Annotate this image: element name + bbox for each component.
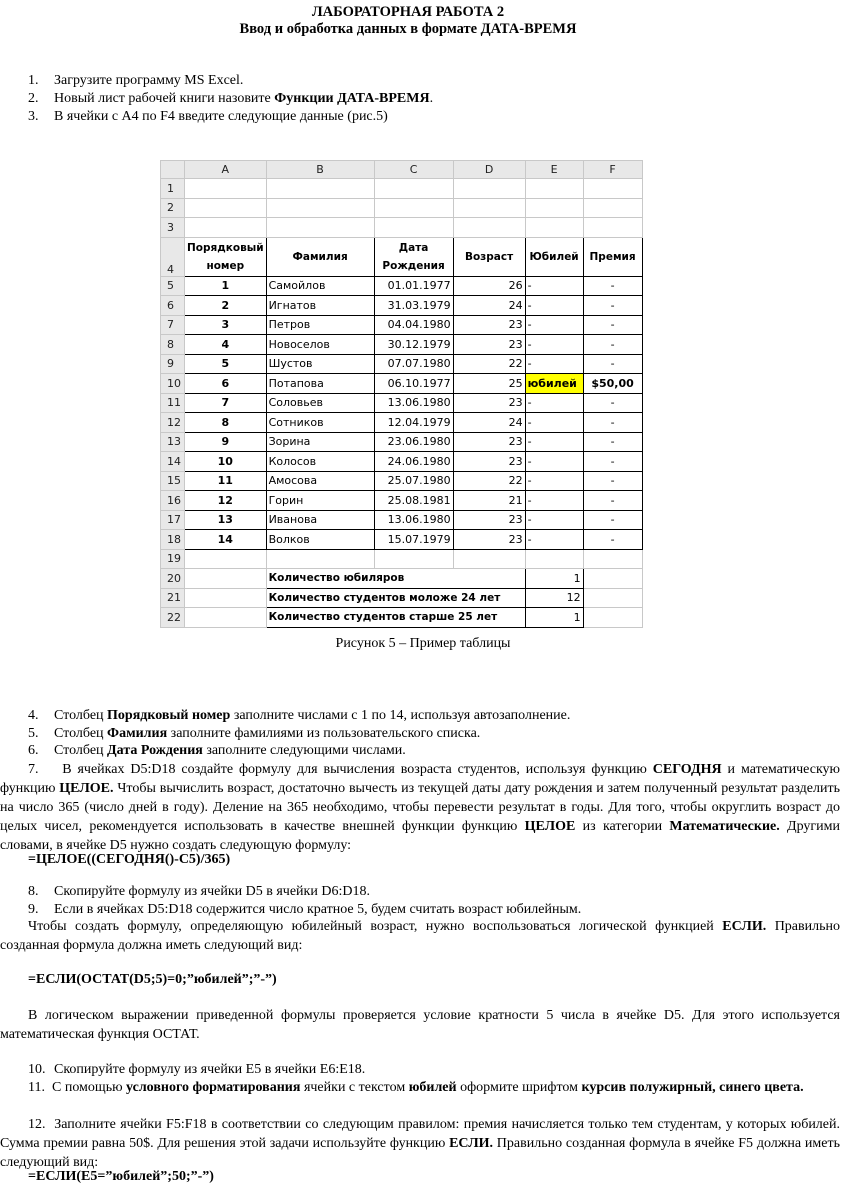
empty-cell — [185, 569, 267, 589]
cell-birthdate: 07.07.1980 — [374, 354, 453, 374]
step-text: С помощью — [51, 1080, 127, 1095]
row-header: 17 — [161, 510, 185, 530]
cell-birthdate: 30.12.1979 — [374, 335, 453, 355]
cell-age: 24 — [453, 296, 525, 316]
cell-surname: Шустов — [266, 354, 374, 374]
header-cell-surname: Фамилия — [266, 237, 374, 276]
header-cell-birthdate — [374, 237, 453, 276]
row-header: 1 — [161, 179, 185, 199]
cell-jubilee: - — [525, 491, 583, 511]
step-6 — [28, 742, 406, 759]
step-9 — [28, 901, 581, 918]
cell-birthdate: 13.06.1980 — [374, 510, 453, 530]
empty-cell — [583, 218, 642, 238]
cell-birthdate: 01.01.1977 — [374, 276, 453, 296]
row-header: 2 — [161, 198, 185, 218]
row-header: 5 — [161, 276, 185, 296]
step-bold: Фамилия — [107, 726, 168, 741]
formula-3: =ЕСЛИ(E5=”юбилей”;50;”-”) — [28, 1169, 214, 1184]
cell-jubilee: юбилей — [525, 374, 583, 394]
step-bold: юбилей — [408, 1080, 457, 1095]
cell-bonus: - — [583, 530, 642, 550]
formula-1: =ЦЕЛОЕ((СЕГОДНЯ()-C5)/365) — [28, 852, 231, 867]
step-text: Столбец — [54, 743, 108, 758]
cell-age: 23 — [453, 393, 525, 413]
row-header: 7 — [161, 315, 185, 335]
empty-cell — [583, 588, 642, 608]
cell-surname: Потапова — [266, 374, 374, 394]
cell-jubilee: - — [525, 315, 583, 335]
empty-cell — [185, 588, 267, 608]
cell-birthdate: 23.06.1980 — [374, 432, 453, 452]
step-3 — [28, 108, 388, 125]
row-header: 16 — [161, 491, 185, 511]
cell-bonus: - — [583, 432, 642, 452]
row-header: 22 — [161, 608, 185, 628]
corner-cell — [161, 161, 185, 179]
cell-bonus: - — [583, 413, 642, 433]
summary-row — [161, 569, 643, 589]
cell-jubilee: - — [525, 510, 583, 530]
cell-surname: Новоселов — [266, 335, 374, 355]
step-text: и математическую функцию — [0, 762, 841, 796]
cell-order: 6 — [185, 374, 267, 394]
cell-jubilee: - — [525, 276, 583, 296]
cell-surname: Петров — [266, 315, 374, 335]
step-bold: ЦЕЛОЕ — [524, 819, 576, 834]
row-header: 4 — [161, 237, 185, 276]
header-cell-order — [185, 237, 267, 276]
step-bold: Дата Рождения — [107, 743, 203, 758]
empty-cell — [266, 549, 374, 569]
table-row — [161, 491, 643, 511]
row-header: 18 — [161, 530, 185, 550]
cell-jubilee: - — [525, 354, 583, 374]
step-text: ячейки с текстом — [300, 1080, 409, 1095]
row-header: 21 — [161, 588, 185, 608]
empty-cell — [583, 179, 642, 199]
empty-cell — [525, 179, 583, 199]
summary-value: 1 — [525, 569, 583, 589]
column-header: E — [525, 161, 583, 179]
empty-cell — [583, 198, 642, 218]
row-header: 8 — [161, 335, 185, 355]
table-row — [161, 530, 643, 550]
figure-caption: Рисунок 5 – Пример таблицы — [335, 636, 511, 651]
step-number: 12. — [28, 1117, 46, 1132]
formula-2: =ЕСЛИ(ОСТАТ(D5;5)=0;”юбилей”;”-”) — [28, 972, 277, 987]
empty-cell — [266, 179, 374, 199]
step-number: 10. — [28, 1062, 46, 1077]
step-10 — [28, 1061, 365, 1078]
step-number: 4. — [28, 708, 39, 723]
step-text: Новый лист рабочей книги назовите — [54, 91, 275, 106]
table-row — [161, 374, 643, 394]
empty-cell — [583, 569, 642, 589]
cell-bonus: - — [583, 510, 642, 530]
cell-surname: Волков — [266, 530, 374, 550]
empty-cell — [453, 549, 525, 569]
summary-label: Количество студентов моложе 24 лет — [266, 588, 525, 608]
step-text: Столбец — [54, 726, 108, 741]
step-bold: СЕГОДНЯ — [652, 762, 722, 777]
cell-age: 23 — [453, 315, 525, 335]
paragraph-if-function — [0, 917, 840, 955]
empty-cell — [453, 198, 525, 218]
step-text: Столбец — [54, 708, 108, 723]
table-row — [161, 354, 643, 374]
table-row — [161, 393, 643, 413]
step-bold: Функции ДАТА-ВРЕМЯ — [274, 91, 430, 106]
cell-age: 25 — [453, 374, 525, 394]
column-header: A — [185, 161, 267, 179]
cell-order: 2 — [185, 296, 267, 316]
cell-order: 1 — [185, 276, 267, 296]
step-text: . — [429, 91, 434, 106]
empty-cell — [525, 198, 583, 218]
cell-birthdate: 06.10.1977 — [374, 374, 453, 394]
table-row — [161, 296, 643, 316]
step-text: оформите шрифтом — [456, 1080, 582, 1095]
cell-birthdate: 15.07.1979 — [374, 530, 453, 550]
table-row — [161, 335, 643, 355]
empty-cell — [583, 549, 642, 569]
step-text: Если в ячейках D5:D18 содержится число кратное 5, будем считать возраст юбилейным. — [54, 902, 582, 917]
cell-order: 12 — [185, 491, 267, 511]
cell-order: 14 — [185, 530, 267, 550]
cell-bonus: - — [583, 354, 642, 374]
step-text: Скопируйте формулу из ячейки D5 в ячейки D6:D18. — [54, 884, 370, 899]
spreadsheet-figure — [160, 160, 643, 628]
paragraph-text: Чтобы создать формулу, определяющую юбилейный возраст, нужно воспользоваться логической функцией — [28, 919, 723, 934]
row-header: 10 — [161, 374, 185, 394]
step-bold: курсив полужирный, синего цвета. — [581, 1080, 804, 1095]
step-12 — [0, 1115, 840, 1172]
cell-surname: Сотников — [266, 413, 374, 433]
cell-age: 22 — [453, 354, 525, 374]
paragraph-logic: В логическом выражении приведенной формулы проверяется условие кратности 5 числа в ячейке D5. Для этого используется математическая функция ОСТАТ. — [0, 1008, 840, 1042]
cell-birthdate: 25.08.1981 — [374, 491, 453, 511]
cell-age: 24 — [453, 413, 525, 433]
cell-surname: Горин — [266, 491, 374, 511]
step-number: 5. — [28, 726, 39, 741]
cell-age: 23 — [453, 432, 525, 452]
step-text: из категории — [575, 819, 670, 834]
step-text: заполните фамилиями из пользовательского списка. — [167, 726, 481, 741]
summary-row — [161, 608, 643, 628]
empty-cell — [185, 179, 267, 199]
empty-cell — [374, 549, 453, 569]
cell-order: 4 — [185, 335, 267, 355]
empty-cell — [453, 218, 525, 238]
step-7 — [0, 760, 840, 855]
cell-bonus: - — [583, 276, 642, 296]
step-number: 7. — [28, 762, 39, 777]
cell-age: 23 — [453, 335, 525, 355]
cell-birthdate: 25.07.1980 — [374, 471, 453, 491]
empty-cell — [525, 549, 583, 569]
cell-bonus: - — [583, 491, 642, 511]
cell-bonus: - — [583, 452, 642, 472]
column-header: D — [453, 161, 525, 179]
cell-order: 5 — [185, 354, 267, 374]
cell-order: 13 — [185, 510, 267, 530]
cell-surname: Зорина — [266, 432, 374, 452]
step-bold: условного форматирования — [126, 1080, 301, 1095]
paragraph-text: Правильно созданная формула должна иметь следующий вид: — [0, 919, 840, 953]
step-bold: Математические. — [669, 819, 780, 834]
cell-jubilee: - — [525, 530, 583, 550]
step-4 — [28, 707, 570, 724]
step-number: 8. — [28, 884, 39, 899]
cell-bonus: - — [583, 335, 642, 355]
cell-bonus: - — [583, 315, 642, 335]
table-row — [161, 452, 643, 472]
empty-cell — [374, 218, 453, 238]
row-header: 19 — [161, 549, 185, 569]
step-number: 3. — [28, 109, 39, 124]
header-text: Рождения — [382, 259, 445, 272]
empty-cell — [185, 218, 267, 238]
table-row — [161, 510, 643, 530]
empty-cell — [185, 549, 267, 569]
step-text: Заполните ячейки F5:F18 в соответствии со следующим правилом: премия начисляется только тем студентам, у которых юбилей. Сумма премии равна 50$. Для решения этой задачи используйте функцию — [0, 1117, 841, 1151]
step-bold: ЕСЛИ. — [449, 1136, 494, 1151]
cell-age: 23 — [453, 452, 525, 472]
cell-order: 9 — [185, 432, 267, 452]
step-bold: Порядковый номер — [107, 708, 231, 723]
column-header: F — [583, 161, 642, 179]
empty-cell — [453, 179, 525, 199]
header-text: номер — [206, 259, 245, 272]
step-number: 1. — [28, 73, 39, 88]
row-header: 11 — [161, 393, 185, 413]
cell-jubilee: - — [525, 471, 583, 491]
cell-birthdate: 24.06.1980 — [374, 452, 453, 472]
cell-age: 23 — [453, 510, 525, 530]
row-header: 15 — [161, 471, 185, 491]
row-header: 13 — [161, 432, 185, 452]
step-text: Загрузите программу MS Excel. — [54, 73, 244, 88]
row-header: 12 — [161, 413, 185, 433]
column-header: C — [374, 161, 453, 179]
header-cell-jubilee: Юбилей — [525, 237, 583, 276]
step-text: В ячейки с A4 по F4 введите следующие данные (рис.5) — [54, 109, 388, 124]
table-row — [161, 432, 643, 452]
cell-jubilee: - — [525, 393, 583, 413]
summary-value: 12 — [525, 588, 583, 608]
header-text: Дата — [398, 241, 429, 254]
cell-surname: Амосова — [266, 471, 374, 491]
cell-age: 21 — [453, 491, 525, 511]
header-cell-bonus: Премия — [583, 237, 642, 276]
step-5 — [28, 725, 480, 742]
step-8 — [28, 883, 370, 900]
step-1 — [28, 72, 243, 89]
row-header: 6 — [161, 296, 185, 316]
step-number: 11. — [28, 1080, 45, 1095]
step-text: Другими словами, в ячейке D5 нужно создать следующую формулу: — [0, 819, 840, 853]
step-11 — [0, 1078, 840, 1097]
step-text: Правильно созданная формула в ячейке F5 должна иметь следующий вид: — [0, 1136, 840, 1170]
step-bold: ЦЕЛОЕ. — [59, 781, 114, 796]
cell-birthdate: 13.06.1980 — [374, 393, 453, 413]
empty-cell — [583, 608, 642, 628]
cell-bonus: - — [583, 471, 642, 491]
cell-order: 7 — [185, 393, 267, 413]
empty-cell — [185, 608, 267, 628]
summary-value: 1 — [525, 608, 583, 628]
cell-order: 11 — [185, 471, 267, 491]
row-header: 20 — [161, 569, 185, 589]
cell-surname: Колосов — [266, 452, 374, 472]
cell-surname: Соловьев — [266, 393, 374, 413]
step-text: заполните числами с 1 по 14, используя автозаполнение. — [230, 708, 571, 723]
document-title: ЛАБОРАТОРНАЯ РАБОТА 2 — [311, 4, 505, 20]
step-text: заполните следующими числами. — [202, 743, 406, 758]
cell-order: 8 — [185, 413, 267, 433]
paragraph-bold: ЕСЛИ. — [722, 919, 767, 934]
cell-age: 23 — [453, 530, 525, 550]
step-number: 9. — [28, 902, 39, 917]
step-2 — [28, 90, 433, 107]
cell-surname: Иванова — [266, 510, 374, 530]
empty-cell — [266, 198, 374, 218]
cell-jubilee: - — [525, 432, 583, 452]
cell-jubilee: - — [525, 413, 583, 433]
row-header: 3 — [161, 218, 185, 238]
cell-surname: Самойлов — [266, 276, 374, 296]
table-row — [161, 276, 643, 296]
cell-jubilee: - — [525, 335, 583, 355]
empty-cell — [374, 179, 453, 199]
cell-birthdate: 31.03.1979 — [374, 296, 453, 316]
cell-birthdate: 12.04.1979 — [374, 413, 453, 433]
row-header: 9 — [161, 354, 185, 374]
step-text: В ячейках D5:D18 создайте формулу для вычисления возраста студентов, используя функцию — [62, 762, 653, 777]
summary-label: Количество студентов старше 25 лет — [266, 608, 525, 628]
cell-order: 10 — [185, 452, 267, 472]
step-number: 2. — [28, 91, 39, 106]
cell-jubilee: - — [525, 296, 583, 316]
cell-order: 3 — [185, 315, 267, 335]
cell-birthdate: 04.04.1980 — [374, 315, 453, 335]
header-cell-age: Возраст — [453, 237, 525, 276]
row-header: 14 — [161, 452, 185, 472]
cell-bonus: - — [583, 296, 642, 316]
cell-age: 22 — [453, 471, 525, 491]
table-row — [161, 413, 643, 433]
table-row — [161, 471, 643, 491]
step-text: Чтобы вычислить возраст, достаточно вычесть из текущей даты дату рождения и затем полученный результат разделить на число 365 (число дней в году). Деление на 365 необходимо, чтобы перевести результат в годы. Для того, чтобы округлить возраст до целых чисел, рекомендуется использовать в качестве внешней функции функцию — [0, 781, 840, 834]
cell-age: 26 — [453, 276, 525, 296]
empty-cell — [525, 218, 583, 238]
cell-surname: Игнатов — [266, 296, 374, 316]
summary-label: Количество юбиляров — [266, 569, 525, 589]
cell-bonus: $50,00 — [583, 374, 642, 394]
empty-cell — [374, 198, 453, 218]
table-row — [161, 315, 643, 335]
column-header: B — [266, 161, 374, 179]
cell-jubilee: - — [525, 452, 583, 472]
cell-bonus: - — [583, 393, 642, 413]
empty-cell — [266, 218, 374, 238]
step-text: Скопируйте формулу из ячейки E5 в ячейки E6:E18. — [54, 1062, 366, 1077]
header-text: Порядковый — [187, 241, 264, 254]
step-number: 6. — [28, 743, 39, 758]
empty-cell — [185, 198, 267, 218]
summary-row — [161, 588, 643, 608]
document-subtitle: Ввод и обработка данных в формате ДАТА-ВРЕМЯ — [239, 21, 577, 37]
